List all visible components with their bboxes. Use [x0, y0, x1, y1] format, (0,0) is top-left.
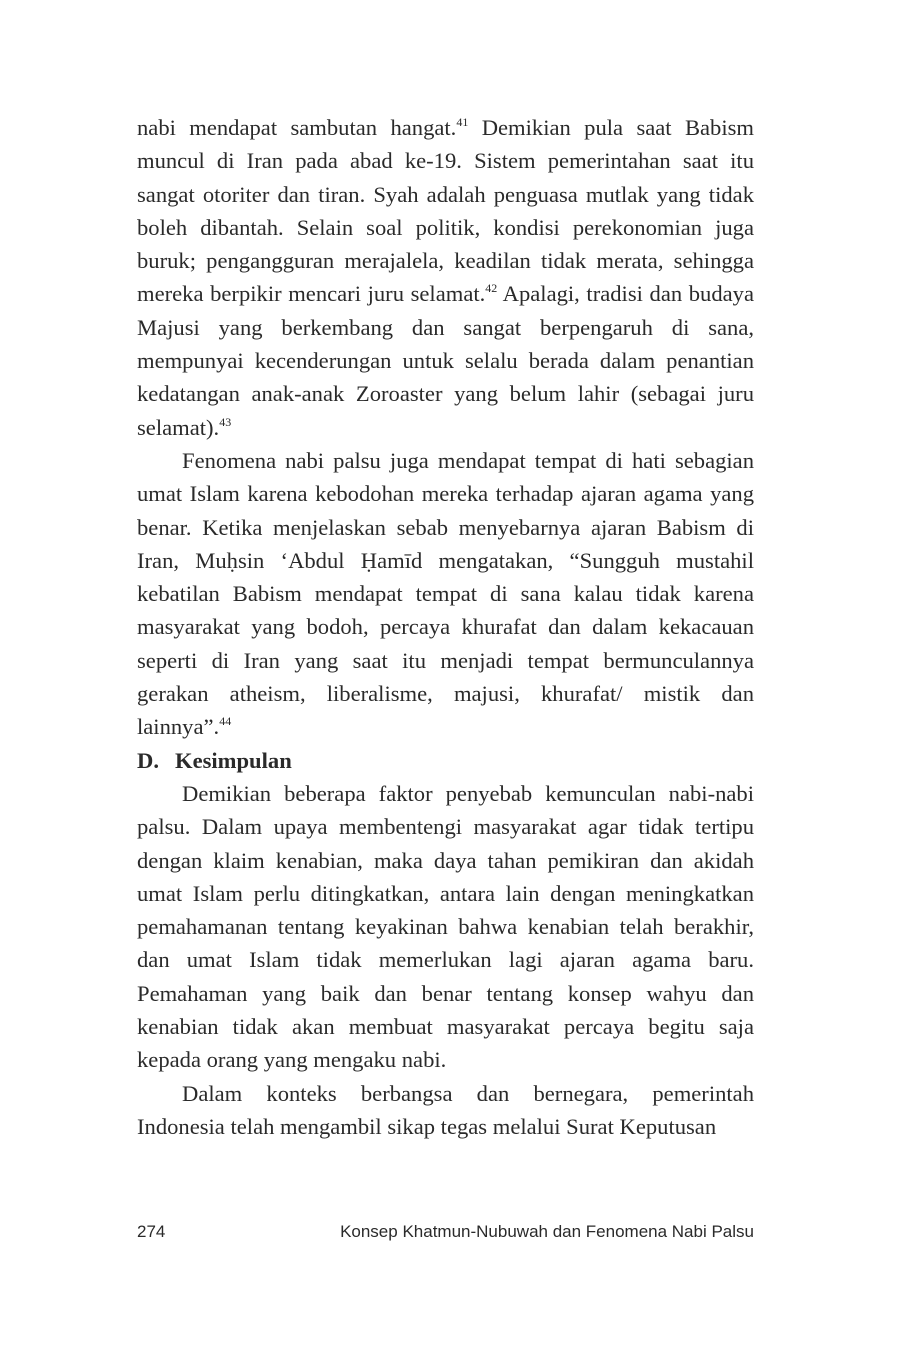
page-number: 274 [137, 1222, 166, 1241]
section-letter: D. [137, 747, 159, 773]
paragraph-1-text-b: Demikian pula saat Babism muncul di Iran pada abad ke-19. Sistem pemerintahan saat itu sangat otoriter dan tiran. Syah adalah penguasa mutlak yang tidak boleh dibantah. Selain soal politik, kondisi perekonomian juga buruk; pengangguran merajalela, keadilan tidak merata, sehingga mereka berpikir mencari juru selamat. [137, 115, 754, 307]
paragraph-1-text-c: Apalagi, tradisi dan budaya Majusi yang berkembang dan sangat berpengaruh di sana, mempunyai kecenderungan untuk selalu berada dalam penantian kedatangan anak-anak Zoroaster yang belum lahir (sebagai juru selamat). [137, 281, 755, 440]
footnote-ref-43: 43 [219, 414, 232, 429]
running-title: Konsep Khatmun-Nubuwah dan Fenomena Nabi Palsu [340, 1222, 754, 1241]
paragraph-2 [137, 444, 754, 744]
section-title: Kesimpulan [175, 747, 292, 773]
section-heading [137, 744, 754, 777]
footnote-ref-44: 44 [219, 714, 232, 729]
paragraph-2-text: Fenomena nabi palsu juga mendapat tempat di hati sebagian umat Islam karena kebodohan mereka terhadap ajaran agama yang benar. Ketika menjelaskan sebab menyebarnya ajaran Babism di Iran, Muḥsin ‘Abdul Ḥamīd mengatakan, “Sungguh mustahil kebatilan Babism mendapat tempat di sana kalau tidak karena masyarakat yang bodoh, percaya khurafat dan dalam kekacauan seperti di Iran yang saat itu menjadi tempat bermunculannya gerakan atheism, liberalisme, majusi, khurafat/ mistik dan lainnya”. [137, 447, 754, 740]
page-footer [137, 1222, 754, 1242]
paragraph-1-text-a: nabi mendapat sambutan hangat. [137, 115, 457, 140]
paragraph-4: Dalam konteks berbangsa dan bernegara, pemerintah Indonesia telah mengambil sikap tegas melalui Surat Keputusan [137, 1080, 754, 1139]
footnote-ref-41: 41 [456, 115, 469, 129]
paragraph-3: Demikian beberapa faktor penyebab kemunculan nabi-nabi palsu. Dalam upaya membentengi masyarakat agar tidak tertipu dengan klaim kenabian, maka daya tahan pemikiran dan akidah umat Islam perlu ditingkatkan, antara lain dengan meningkatkan pemahamanan tentang keyakinan bahwa kenabian telah berakhir, dan umat Islam tidak memerlukan lagi ajaran agama baru. Pemahaman yang baik dan benar tentang konsep wahyu dan kenabian tidak akan membuat masyarakat percaya begitu saja kepada orang yang mengaku nabi. [137, 780, 754, 1073]
footnote-ref-42: 42 [485, 281, 498, 296]
paragraph-1 [137, 111, 754, 444]
page-body [137, 111, 754, 1143]
